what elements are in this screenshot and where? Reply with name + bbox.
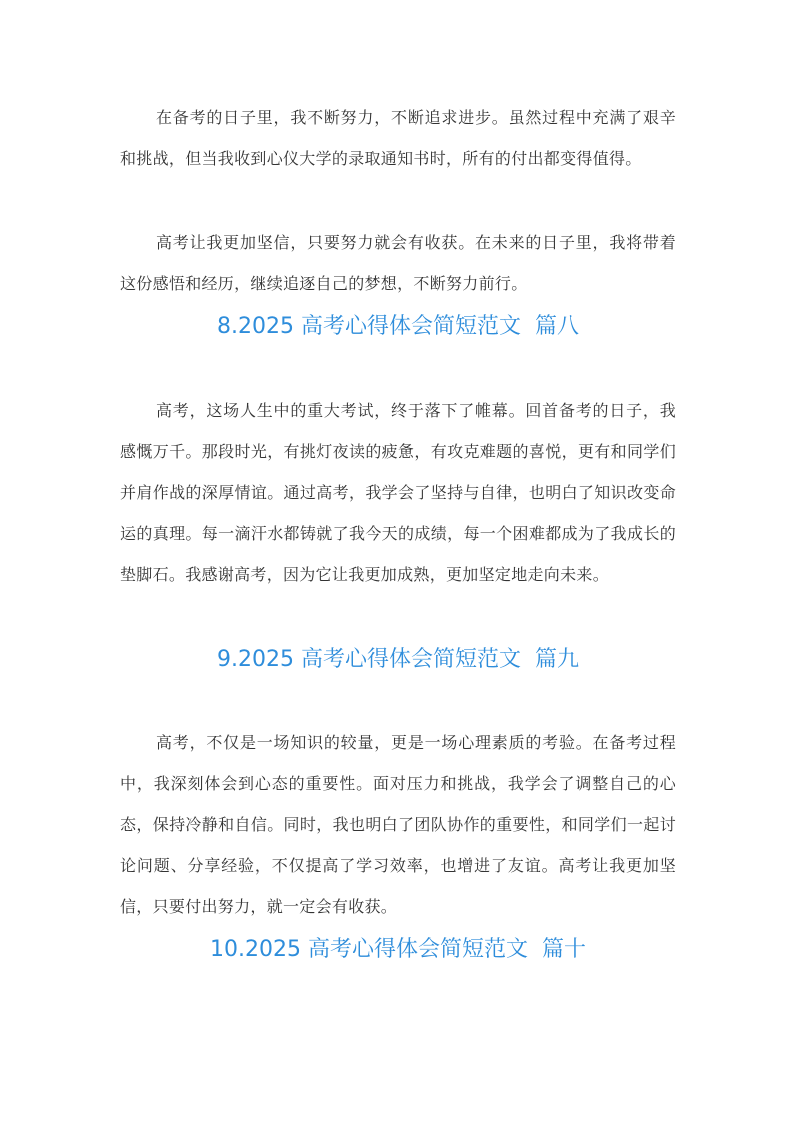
section-heading-9: 9.2025 高考心得体会简短范文 篇九 — [217, 647, 579, 672]
paragraph-1: 在备考的日子里，我不断努力，不断追求进步。虽然过程中充满了艰辛和挑战，但当我收到心仪大学的录取通知书时，所有的付出都变得值得。 — [120, 108, 676, 168]
section-heading-10: 10.2025 高考心得体会简短范文 篇十 — [210, 937, 586, 962]
paragraph-4: 高考，不仅是一场知识的较量，更是一场心理素质的考验。在备考过程中，我深刻体会到心态的重要性。面对压力和挑战，我学会了调整自己的心态，保持冷静和自信。同时，我也明白了团队协作的重要性，和同学们一起讨论问题、分享经验，不仅提高了学习效率，也增进了友谊。高考让我更加坚信，只要付出努力，就一定会有收获。 — [120, 733, 676, 916]
section-heading-8: 8.2025 高考心得体会简短范文 篇八 — [217, 314, 579, 339]
paragraph-3: 高考，这场人生中的重大考试，终于落下了帷幕。回首备考的日子，我感慨万千。那段时光，有挑灯夜读的疲惫，有攻克难题的喜悦，更有和同学们并肩作战的深厚情谊。通过高考，我学会了坚持与自律，也明白了知识改变命运的真理。每一滴汗水都铸就了我今天的成绩，每一个困难都成为了我成长的垫脚石。我感谢高考，因为它让我更加成熟，更加坚定地走向未来。 — [120, 401, 676, 584]
paragraph-2: 高考让我更加坚信，只要努力就会有收获。在未来的日子里，我将带着这份感悟和经历，继续追逐自己的梦想，不断努力前行。 — [120, 233, 676, 293]
